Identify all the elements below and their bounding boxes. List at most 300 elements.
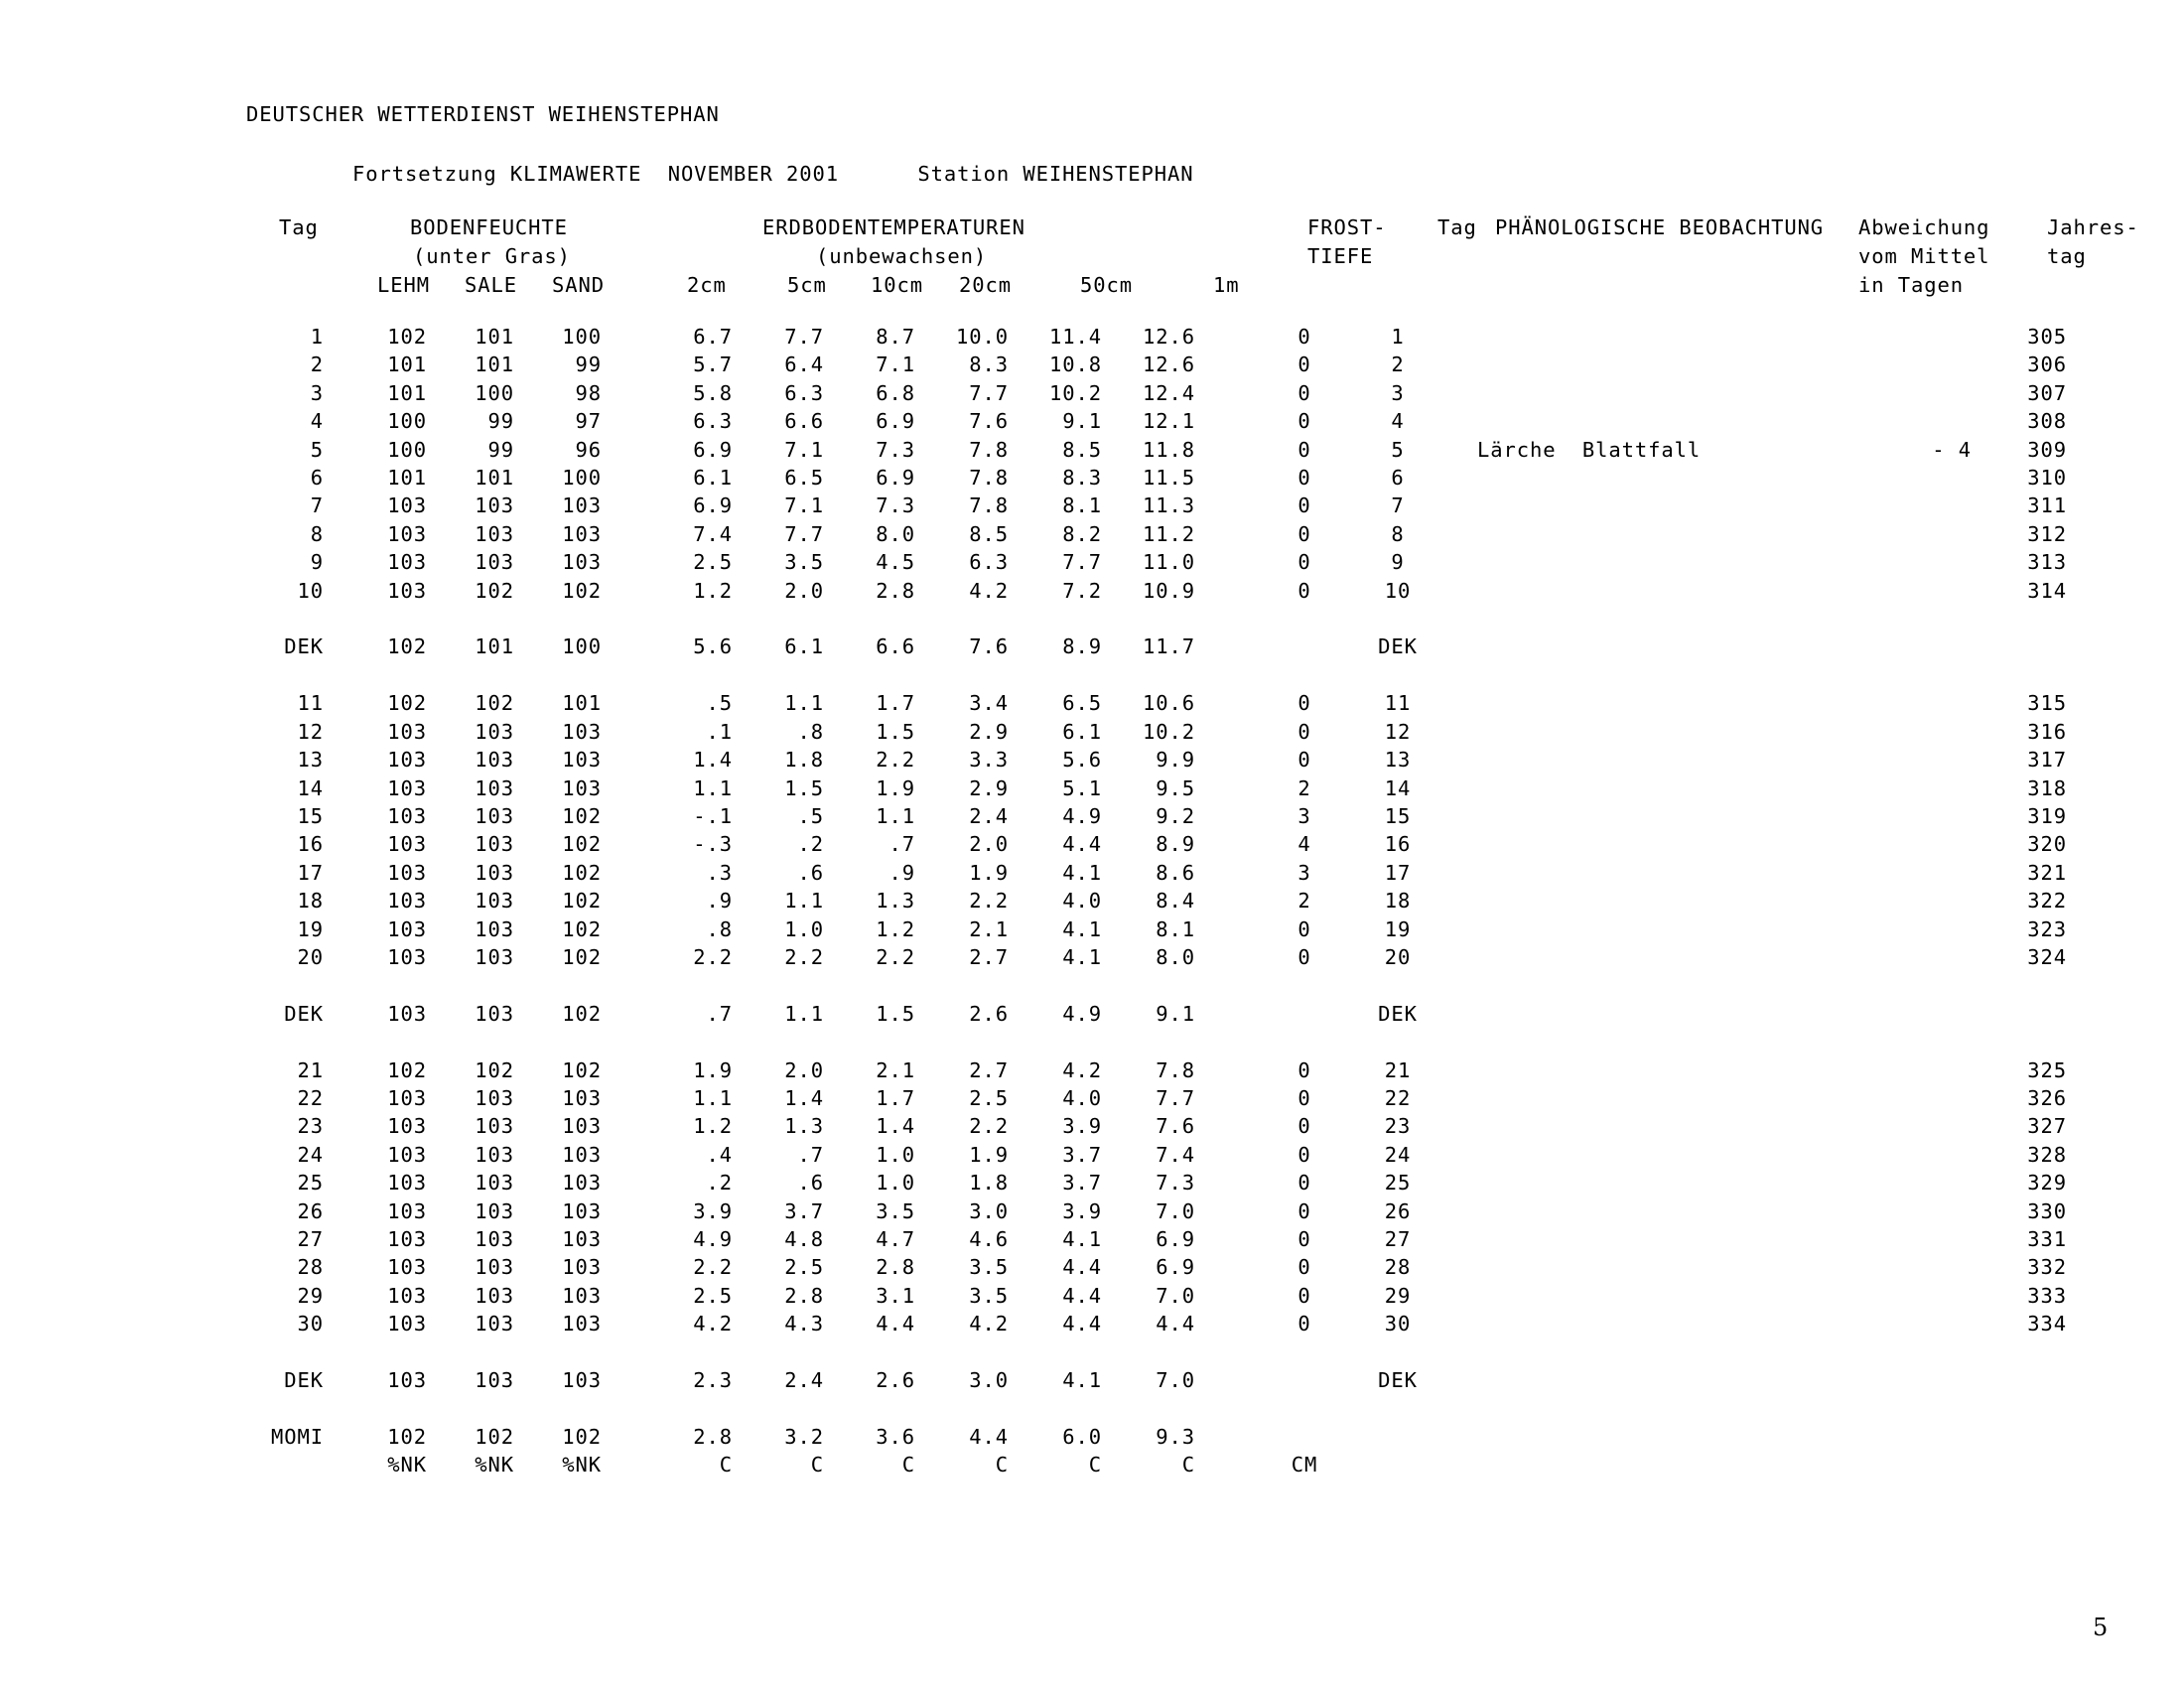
- cell-t5: 7.7: [784, 325, 824, 349]
- cell-gap: [1102, 1282, 1134, 1310]
- cell-gap: [824, 1253, 856, 1281]
- cell-t50: 8.5: [1062, 437, 1102, 462]
- cell-gap: [733, 436, 764, 464]
- cell-sand: 100: [562, 634, 602, 659]
- cell-gap: [1009, 407, 1040, 435]
- cell-gap: [733, 1253, 764, 1281]
- cell-gap: [1009, 1197, 1040, 1225]
- cell-gap: [1102, 1225, 1134, 1253]
- cell-gap: [1102, 1366, 1134, 1394]
- colhead-erdbodentemp: ERDBODENTEMPERATUREN: [762, 215, 1025, 239]
- cell-phaeno: [1477, 1056, 1825, 1084]
- cell-t5: 7.1: [784, 493, 824, 518]
- cell-sand: 102: [562, 1001, 602, 1026]
- cell-t50: 10.2: [1049, 380, 1102, 405]
- cell-t10: 6.8: [876, 380, 915, 405]
- cell-gap: [602, 746, 673, 774]
- cell-t5: 7.1: [784, 437, 824, 462]
- cell-abw: [1825, 718, 1972, 746]
- cell-abw: [1825, 1451, 1972, 1478]
- cell-phaeno: [1477, 887, 1825, 914]
- cell-abw: [1825, 323, 1972, 351]
- cell-t5: 6.3: [784, 380, 824, 405]
- cell-t2: -.1: [693, 803, 733, 828]
- cell-gap: [915, 379, 947, 407]
- cell-abw: [1825, 1000, 1972, 1028]
- cell-gap: [824, 492, 856, 519]
- cell-gap: [1972, 1423, 2005, 1451]
- cell-gap: [1195, 1169, 1281, 1196]
- cell-t10: 1.0: [876, 1171, 915, 1196]
- cell-gap: [1195, 1056, 1281, 1084]
- cell-phaeno: [1477, 802, 1825, 830]
- cell-t1m: 9.3: [1156, 1424, 1195, 1449]
- cell-gap: [915, 1366, 947, 1394]
- cell-tag: 4: [310, 409, 324, 434]
- cell-lehm: 100: [387, 409, 427, 434]
- cell-jtag: 331: [2027, 1227, 2067, 1251]
- cell-t1m: 10.9: [1143, 578, 1195, 603]
- cell-gap: [1426, 323, 1477, 351]
- cell-t2: 1.9: [693, 1057, 733, 1082]
- cell-t20: 7.8: [969, 437, 1009, 462]
- cell-lehm: 103: [387, 1001, 427, 1026]
- cell-gap: [1328, 1197, 1370, 1225]
- cell-gap: [1328, 746, 1370, 774]
- cell-gap: [427, 379, 453, 407]
- cell-gap: [1102, 943, 1134, 971]
- cell-gap: [514, 943, 540, 971]
- cell-t10: 7.3: [876, 437, 915, 462]
- cell-sand: 102: [562, 1057, 602, 1082]
- cell-t10: 1.4: [876, 1114, 915, 1139]
- cell-t5: .2: [797, 832, 824, 857]
- cell-t2: 6.9: [693, 437, 733, 462]
- cell-sand: 103: [562, 775, 602, 800]
- cell-jtag: 313: [2027, 550, 2067, 575]
- cell-gap: [1102, 1253, 1134, 1281]
- cell-t10: 4.4: [876, 1312, 915, 1336]
- cell-tag: 25: [297, 1171, 324, 1196]
- cell-t5: .5: [797, 803, 824, 828]
- cell-gap: [1426, 1112, 1477, 1140]
- cell-gap: [1195, 746, 1281, 774]
- cell-t5: 4.8: [784, 1227, 824, 1251]
- cell-gap: [733, 1310, 764, 1337]
- spacer-cell: [246, 1338, 2067, 1366]
- cell-gap: [1426, 1451, 1477, 1478]
- cell-gap: [915, 407, 947, 435]
- cell-gap: [1328, 436, 1370, 464]
- cell-t5: 3.2: [784, 1424, 824, 1449]
- table-row: [246, 492, 2067, 519]
- cell-gap: [915, 1423, 947, 1451]
- cell-jtag: 309: [2027, 437, 2067, 462]
- table-row: [246, 379, 2067, 407]
- cell-t1m: 12.1: [1143, 409, 1195, 434]
- cell-lehm: 103: [387, 1142, 427, 1167]
- cell-gap: [1426, 887, 1477, 914]
- cell-gap: [1972, 1112, 2005, 1140]
- cell-gap: [915, 718, 947, 746]
- cell-frost: 0: [1297, 691, 1311, 716]
- cell-t2: 2.5: [693, 1283, 733, 1308]
- cell-tag2: 7: [1391, 493, 1405, 518]
- cell-sale: 102: [475, 1424, 514, 1449]
- cell-gap: [915, 548, 947, 576]
- cell-gap: [602, 1451, 673, 1478]
- cell-gap: [602, 351, 673, 378]
- cell-jtag: 316: [2027, 719, 2067, 744]
- cell-abw: [1825, 746, 1972, 774]
- cell-t20: 2.2: [969, 889, 1009, 914]
- cell-lehm: 103: [387, 521, 427, 546]
- cell-gap: [1102, 830, 1134, 858]
- cell-gap: [324, 1282, 365, 1310]
- cell-gap: [915, 633, 947, 660]
- cell-gap: [824, 802, 856, 830]
- cell-gap: [427, 859, 453, 887]
- cell-gap: [427, 802, 453, 830]
- cell-gap: [1328, 351, 1370, 378]
- cell-gap: [1009, 746, 1040, 774]
- cell-t50: 11.4: [1049, 325, 1102, 349]
- cell-lehm: 103: [387, 860, 427, 885]
- cell-gap: [1195, 548, 1281, 576]
- cell-sale: 103: [475, 944, 514, 969]
- cell-t2: 2.8: [693, 1424, 733, 1449]
- cell-tag: 17: [297, 860, 324, 885]
- cell-t50: 10.8: [1049, 352, 1102, 377]
- cell-t50: 8.2: [1062, 521, 1102, 546]
- cell-lehm: 103: [387, 1312, 427, 1336]
- table-row: [246, 520, 2067, 548]
- cell-t1m: 7.4: [1156, 1142, 1195, 1167]
- cell-abw: [1825, 1169, 1972, 1196]
- cell-frost: 0: [1297, 719, 1311, 744]
- cell-phaeno: [1477, 1141, 1825, 1169]
- cell-gap: [1972, 436, 2005, 464]
- cell-phaeno: [1477, 859, 1825, 887]
- cell-gap: [514, 1112, 540, 1140]
- cell-tag2: 19: [1384, 916, 1412, 941]
- cell-gap: [427, 548, 453, 576]
- cell-gap: [427, 1112, 453, 1140]
- cell-gap: [1426, 1197, 1477, 1225]
- cell-gap: [427, 774, 453, 802]
- cell-t5: 1.1: [784, 889, 824, 914]
- cell-sale: 103: [475, 1114, 514, 1139]
- cell-gap: [1195, 1112, 1281, 1140]
- cell-gap: [824, 520, 856, 548]
- cell-gap: [915, 577, 947, 605]
- cell-gap: [1426, 802, 1477, 830]
- cell-sale: 103: [475, 1255, 514, 1280]
- cell-lehm: 102: [387, 1057, 427, 1082]
- cell-gap: [1102, 718, 1134, 746]
- cell-gap: [1195, 633, 1281, 660]
- cell-t5: 1.1: [784, 1001, 824, 1026]
- cell-tag2: DEK: [1378, 1368, 1418, 1393]
- cell-abw: [1825, 633, 1972, 660]
- cell-sand: 100: [562, 325, 602, 349]
- cell-gap: [1972, 718, 2005, 746]
- cell-phaeno: [1477, 492, 1825, 519]
- cell-t20: 7.7: [969, 380, 1009, 405]
- cell-gap: [1972, 351, 2005, 378]
- cell-t2: 4.9: [693, 1227, 733, 1251]
- cell-gap: [824, 746, 856, 774]
- cell-tag: 19: [297, 916, 324, 941]
- cell-gap: [1426, 577, 1477, 605]
- cell-gap: [733, 887, 764, 914]
- cell-gap: [824, 887, 856, 914]
- cell-gap: [324, 1225, 365, 1253]
- cell-gap: [1972, 1366, 2005, 1394]
- cell-gap: [1328, 830, 1370, 858]
- cell-gap: [602, 718, 673, 746]
- cell-tag: 23: [297, 1114, 324, 1139]
- cell-sand: 103: [562, 550, 602, 575]
- cell-t50: 4.1: [1062, 916, 1102, 941]
- cell-frost: 0: [1297, 1283, 1311, 1308]
- cell-gap: [824, 1084, 856, 1112]
- cell-gap: [1009, 1225, 1040, 1253]
- cell-sand: 103: [562, 1312, 602, 1336]
- cell-gap: [427, 746, 453, 774]
- cell-gap: [1426, 1000, 1477, 1028]
- cell-gap: [514, 1084, 540, 1112]
- cell-sale: 103: [475, 1171, 514, 1196]
- cell-lehm: 101: [387, 352, 427, 377]
- cell-gap: [1426, 1084, 1477, 1112]
- cell-abw: [1825, 915, 1972, 943]
- cell-gap: [824, 1112, 856, 1140]
- cell-t1m: 10.6: [1143, 691, 1195, 716]
- cell-gap: [1009, 943, 1040, 971]
- cell-gap: [602, 492, 673, 519]
- cell-gap: [514, 802, 540, 830]
- cell-gap: [602, 1253, 673, 1281]
- cell-sand: 103: [562, 1227, 602, 1251]
- cell-gap: [427, 577, 453, 605]
- cell-t2: 2.5: [693, 550, 733, 575]
- cell-t50: 4.4: [1062, 1255, 1102, 1280]
- cell-frost: 0: [1297, 352, 1311, 377]
- cell-frost: 0: [1297, 550, 1311, 575]
- cell-t1m: 8.4: [1156, 889, 1195, 914]
- cell-t2: 1.2: [693, 578, 733, 603]
- cell-gap: [824, 633, 856, 660]
- cell-abw: [1825, 548, 1972, 576]
- cell-gap: [324, 520, 365, 548]
- cell-t20: 1.8: [969, 1171, 1009, 1196]
- cell-gap: [1009, 915, 1040, 943]
- cell-sand: 102: [562, 916, 602, 941]
- cell-lehm: 102: [387, 634, 427, 659]
- cell-gap: [733, 1282, 764, 1310]
- cell-lehm: 101: [387, 466, 427, 491]
- cell-lehm: 103: [387, 803, 427, 828]
- cell-tag2: 13: [1384, 748, 1412, 773]
- colhead-1m: 1m: [1213, 273, 1240, 297]
- cell-gap: [1102, 746, 1134, 774]
- cell-tag: 11: [297, 691, 324, 716]
- cell-abw: [1825, 774, 1972, 802]
- cell-gap: [514, 1423, 540, 1451]
- cell-tag: 24: [297, 1142, 324, 1167]
- cell-sale: 103: [475, 1085, 514, 1110]
- cell-t10: 8.0: [876, 521, 915, 546]
- cell-gap: [1009, 689, 1040, 717]
- cell-t5: 3.7: [784, 1198, 824, 1223]
- colhead-phaenologische: PHÄNOLOGISCHE BEOBACHTUNG: [1495, 215, 1825, 239]
- cell-gap: [915, 887, 947, 914]
- cell-t50: 4.1: [1062, 1368, 1102, 1393]
- cell-t20: 2.5: [969, 1085, 1009, 1110]
- cell-sale: 103: [475, 1312, 514, 1336]
- colhead-bodenfeuchte: BODENFEUCHTE: [410, 215, 568, 239]
- cell-gap: [1102, 1084, 1134, 1112]
- cell-jtag: 315: [2027, 691, 2067, 716]
- cell-t10: 1.5: [876, 719, 915, 744]
- cell-jtag: 334: [2027, 1312, 2067, 1336]
- cell-gap: [1195, 1451, 1281, 1478]
- cell-gap: [1426, 633, 1477, 660]
- cell-gap: [1195, 718, 1281, 746]
- cell-jtag: 330: [2027, 1198, 2067, 1223]
- cell-gap: [1426, 830, 1477, 858]
- cell-gap: [1972, 520, 2005, 548]
- colhead-vom-mittel: vom Mittel: [1858, 244, 1990, 268]
- cell-t10: 7.1: [876, 352, 915, 377]
- cell-frost: 0: [1297, 944, 1311, 969]
- cell-gap: [915, 802, 947, 830]
- cell-gap: [427, 351, 453, 378]
- cell-gap: [427, 464, 453, 492]
- cell-gap: [733, 1366, 764, 1394]
- cell-gap: [915, 746, 947, 774]
- cell-gap: [427, 943, 453, 971]
- cell-gap: [733, 492, 764, 519]
- cell-t2: 5.8: [693, 380, 733, 405]
- cell-gap: [1972, 1169, 2005, 1196]
- cell-sale: 101: [475, 634, 514, 659]
- cell-t10: 2.2: [876, 944, 915, 969]
- cell-abw: [1825, 407, 1972, 435]
- spacer-cell: [246, 1394, 2067, 1422]
- cell-gap: [1009, 1423, 1040, 1451]
- cell-gap: [1195, 830, 1281, 858]
- table-row-spacer: [246, 1028, 2067, 1055]
- cell-tag: 14: [297, 775, 324, 800]
- cell-tag2: 30: [1384, 1312, 1412, 1336]
- cell-gap: [824, 1310, 856, 1337]
- cell-gap: [1426, 1282, 1477, 1310]
- cell-frost: 0: [1297, 1142, 1311, 1167]
- cell-gap: [324, 887, 365, 914]
- cell-gap: [514, 577, 540, 605]
- cell-lehm: 103: [387, 832, 427, 857]
- cell-gap: [824, 1197, 856, 1225]
- cell-t50: 6.0: [1062, 1424, 1102, 1449]
- cell-gap: [1102, 577, 1134, 605]
- cell-gap: [1195, 1423, 1281, 1451]
- colhead-5cm: 5cm: [787, 273, 827, 297]
- cell-abw: [1825, 351, 1972, 378]
- cell-t20: 7.8: [969, 466, 1009, 491]
- cell-gap: [324, 1423, 365, 1451]
- cell-gap: [1328, 915, 1370, 943]
- cell-phaeno: [1477, 520, 1825, 548]
- cell-gap: [1009, 859, 1040, 887]
- cell-gap: [514, 351, 540, 378]
- cell-lehm: 103: [387, 1198, 427, 1223]
- cell-gap: [1195, 1310, 1281, 1337]
- cell-t2: 4.2: [693, 1312, 733, 1336]
- cell-tag2: 4: [1391, 409, 1405, 434]
- cell-gap: [915, 1112, 947, 1140]
- table-row: [246, 633, 2067, 660]
- cell-t20: 2.6: [969, 1001, 1009, 1026]
- cell-t2: 3.9: [693, 1198, 733, 1223]
- cell-gap: [602, 1366, 673, 1394]
- cell-tag: 16: [297, 832, 324, 857]
- cell-abw: [1825, 830, 1972, 858]
- cell-abw: [1825, 887, 1972, 914]
- cell-tag2: 24: [1384, 1142, 1412, 1167]
- cell-t20: 3.5: [969, 1283, 1009, 1308]
- cell-gap: [1195, 689, 1281, 717]
- cell-lehm: 103: [387, 550, 427, 575]
- cell-abw: [1825, 520, 1972, 548]
- cell-t1m: 9.2: [1156, 803, 1195, 828]
- cell-sale: 103: [475, 521, 514, 546]
- cell-tag: 1: [310, 325, 324, 349]
- cell-t20: 6.3: [969, 550, 1009, 575]
- cell-frost: 0: [1297, 916, 1311, 941]
- cell-gap: [1009, 830, 1040, 858]
- cell-t2: 6.3: [693, 409, 733, 434]
- cell-tag: 9: [310, 550, 324, 575]
- cell-sand: 102: [562, 860, 602, 885]
- cell-tag2: 25: [1384, 1171, 1412, 1196]
- cell-gap: [427, 1310, 453, 1337]
- cell-t50: 5.1: [1062, 775, 1102, 800]
- cell-gap: [1426, 1366, 1477, 1394]
- cell-gap: [915, 1141, 947, 1169]
- cell-gap: [1972, 464, 2005, 492]
- cell-gap: [1102, 1423, 1134, 1451]
- cell-gap: [1102, 323, 1134, 351]
- cell-gap: [324, 1451, 365, 1478]
- cell-gap: [915, 689, 947, 717]
- cell-gap: [602, 464, 673, 492]
- cell-gap: [1009, 1253, 1040, 1281]
- cell-t2: .1: [706, 719, 733, 744]
- cell-gap: [733, 548, 764, 576]
- cell-frost: 0: [1297, 748, 1311, 773]
- cell-gap: [1328, 1084, 1370, 1112]
- cell-jtag: [2005, 1000, 2067, 1028]
- colhead-in-tagen: in Tagen: [1858, 273, 1964, 297]
- cell-gap: [1328, 464, 1370, 492]
- cell-t10: 4.7: [876, 1227, 915, 1251]
- cell-t10: 1.9: [876, 775, 915, 800]
- cell-gap: [915, 1310, 947, 1337]
- colhead-20cm: 20cm: [959, 273, 1012, 297]
- cell-t50: 3.9: [1062, 1114, 1102, 1139]
